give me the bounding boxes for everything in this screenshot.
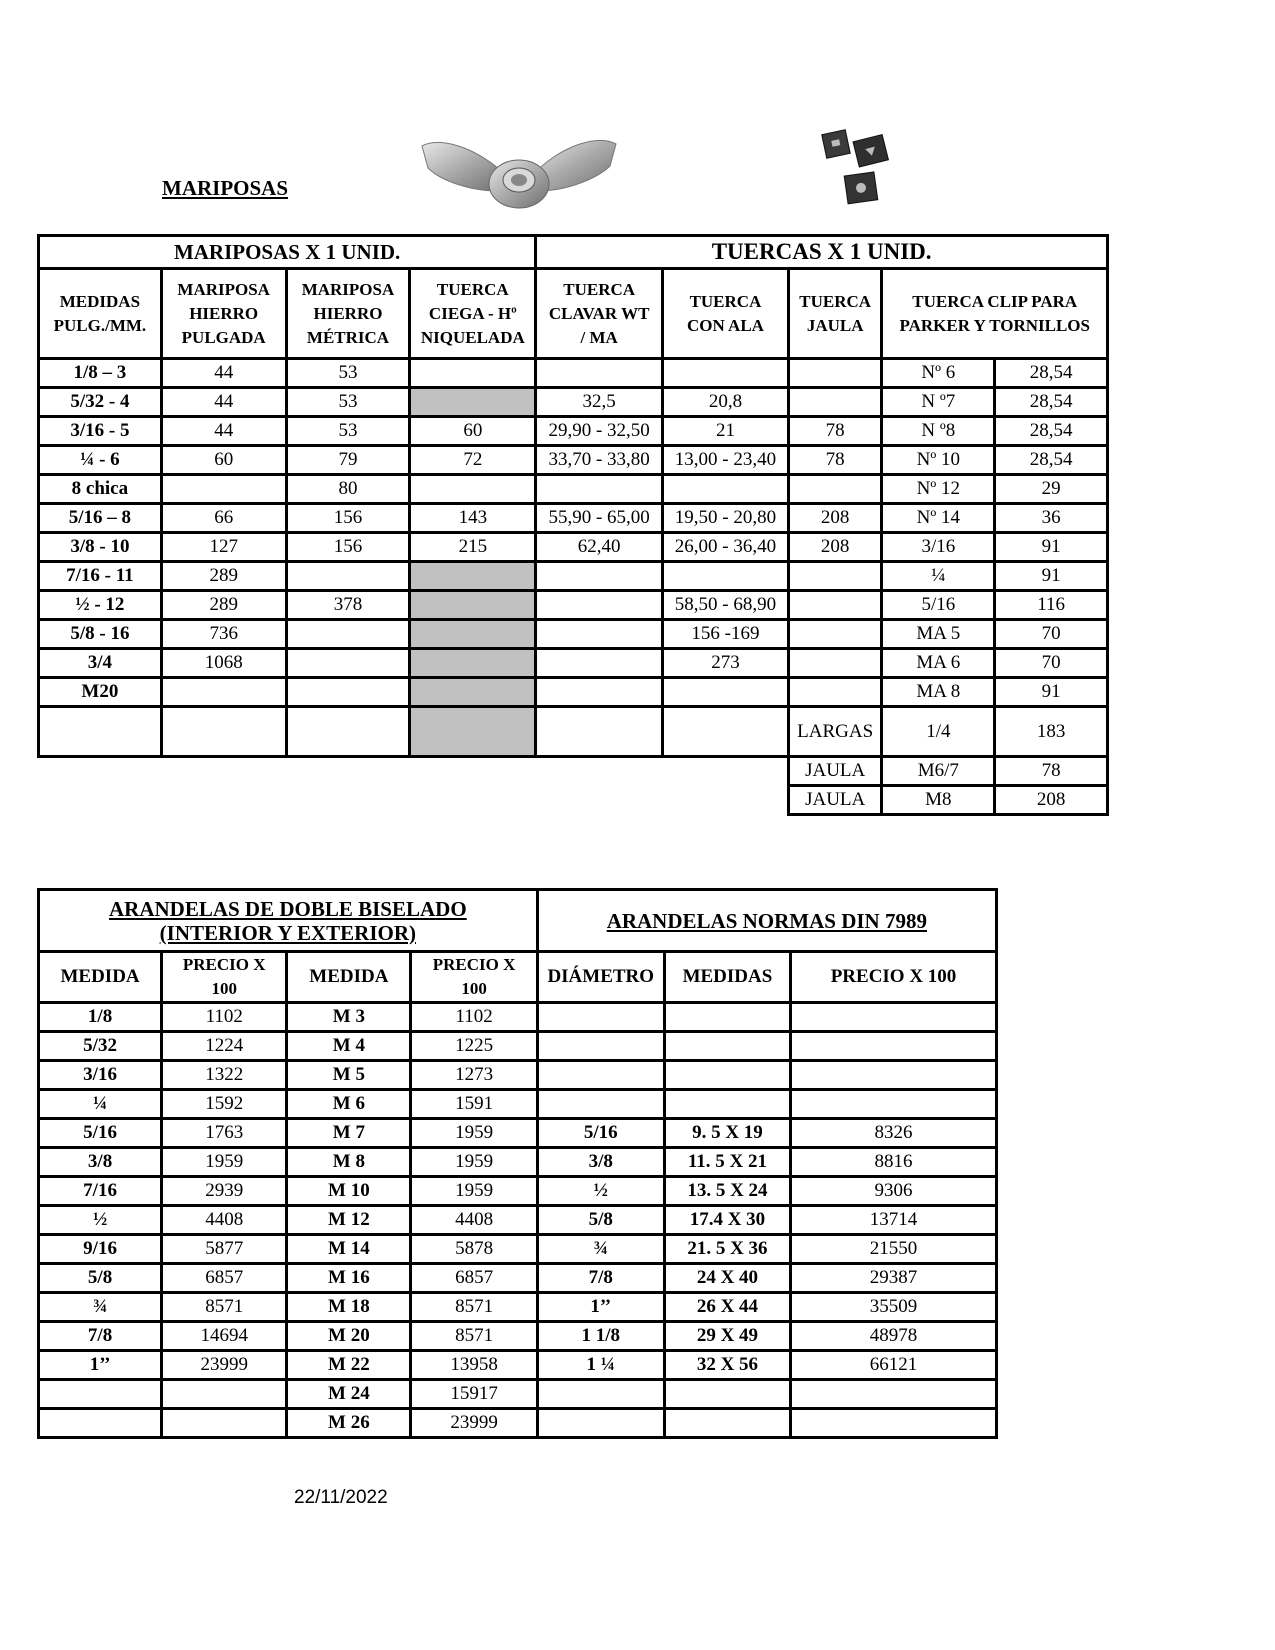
cell-tuerca-clavar: 55,90 - 65,00 [536, 504, 663, 533]
cell-blank [286, 786, 410, 815]
cell-medida-metrica: M 20 [287, 1322, 411, 1351]
table-row [39, 1351, 997, 1380]
wing-nut-image [414, 124, 624, 224]
cell-mariposa-metrica: 80 [286, 475, 410, 504]
cell-jaula-label: JAULA [788, 786, 882, 815]
header-medida-2: MEDIDA [287, 952, 411, 1003]
cell-diametro: 1’’ [537, 1293, 664, 1322]
cell-precio-metrica: 5878 [411, 1235, 537, 1264]
cell-mariposa-pulgada [161, 475, 286, 504]
cell-clip-precio: 91 [995, 678, 1108, 707]
cell-tuerca-ala: 21 [663, 417, 789, 446]
cell-precio-metrica: 1959 [411, 1177, 537, 1206]
cell-clip-precio: 28,54 [995, 417, 1108, 446]
arandelas-table [37, 888, 998, 1439]
cell-diametro [537, 1409, 664, 1438]
cell-medidas [664, 1409, 790, 1438]
cell-blank [39, 757, 162, 786]
cell-clip-precio: 78 [995, 757, 1108, 786]
cell-diametro [537, 1032, 664, 1061]
cell-precio-din [791, 1003, 997, 1032]
cell-tuerca-clavar: 32,5 [536, 388, 663, 417]
cell-mariposa-metrica: 156 [286, 504, 410, 533]
cell-tuerca-ala: 19,50 - 20,80 [663, 504, 789, 533]
cell-medida: ¼ - 6 [39, 446, 162, 475]
table-row [39, 1148, 997, 1177]
cell-tuerca-ala: 58,50 - 68,90 [663, 591, 789, 620]
cell-blank [161, 786, 286, 815]
table-row [39, 1003, 997, 1032]
cell-blank [410, 786, 536, 815]
cell-precio: 1592 [162, 1090, 287, 1119]
cell-precio-metrica: 1273 [411, 1061, 537, 1090]
cell-medida: 3/16 - 5 [39, 417, 162, 446]
table-row [39, 786, 1108, 815]
cell-medidas: 17.4 X 30 [664, 1206, 790, 1235]
cell-tuerca-jaula [788, 475, 882, 504]
cell-precio: 23999 [162, 1351, 287, 1380]
cell-tuerca-jaula [788, 678, 882, 707]
cell-clip-precio: 183 [995, 707, 1108, 757]
cell-precio-din: 48978 [791, 1322, 997, 1351]
cell-tuerca-jaula [788, 591, 882, 620]
cell-tuerca-ciega [410, 388, 536, 417]
table-row [39, 1409, 997, 1438]
cell-precio-metrica: 6857 [411, 1264, 537, 1293]
cell-precio-din: 9306 [791, 1177, 997, 1206]
cell-precio-metrica: 8571 [411, 1293, 537, 1322]
cell-clip-medida: N º8 [882, 417, 995, 446]
section-arandelas-biselado: ARANDELAS DE DOBLE BISELADO (INTERIOR Y EXTERIOR) [39, 890, 538, 952]
cell-tuerca-jaula: 78 [788, 417, 882, 446]
header-tuerca-ciega: TUERCA CIEGA - Hº NIQUELADA [410, 269, 536, 359]
cell-tuerca-ala: 20,8 [663, 388, 789, 417]
cell-medida: 3/8 - 10 [39, 533, 162, 562]
cell-clip-medida: Nº 10 [882, 446, 995, 475]
cell-diametro: 7/8 [537, 1264, 664, 1293]
cell-clip-precio: 70 [995, 620, 1108, 649]
table-row [39, 359, 1108, 388]
cell-clip-medida: Nº 14 [882, 504, 995, 533]
cell-tuerca-ciega [410, 678, 536, 707]
header-diametro: DIÁMETRO [537, 952, 664, 1003]
cell-blank [536, 786, 663, 815]
cell-clip-precio: 28,54 [995, 446, 1108, 475]
table-row [39, 1235, 997, 1264]
cell-mariposa-pulgada: 736 [161, 620, 286, 649]
table-row [39, 446, 1108, 475]
cell-mariposa-pulgada: 44 [161, 388, 286, 417]
cell-medida-metrica: M 18 [287, 1293, 411, 1322]
cell-tuerca-ala [663, 562, 789, 591]
cell-mariposa-metrica [286, 649, 410, 678]
cell-tuerca-ala [663, 359, 789, 388]
cell-medidas: 9. 5 X 19 [664, 1119, 790, 1148]
cell-tuerca-ala: 13,00 - 23,40 [663, 446, 789, 475]
section-mariposas: MARIPOSAS X 1 UNID. [39, 236, 536, 269]
cell-tuerca-jaula [788, 620, 882, 649]
cell-tuerca-ciega: 60 [410, 417, 536, 446]
cell-tuerca-clavar [536, 591, 663, 620]
header-precio-1: PRECIO X 100 [162, 952, 287, 1003]
cell-medida-metrica: M 14 [287, 1235, 411, 1264]
cell-tuerca-ciega: 72 [410, 446, 536, 475]
cell-precio-din [791, 1061, 997, 1090]
header-medida-1: MEDIDA [39, 952, 162, 1003]
cell-medida: 9/16 [39, 1235, 162, 1264]
cell-medidas: 26 X 44 [664, 1293, 790, 1322]
cell-diametro: 1 1/8 [537, 1322, 664, 1351]
table-row [39, 417, 1108, 446]
cell-precio: 5877 [162, 1235, 287, 1264]
section-tuercas: TUERCAS X 1 UNID. [536, 236, 1108, 269]
cell-medidas [664, 1090, 790, 1119]
cell-tuerca-ala: 156 -169 [663, 620, 789, 649]
table-row [39, 1264, 997, 1293]
cell-medida-metrica: M 10 [287, 1177, 411, 1206]
cell-clip-precio: 91 [995, 533, 1108, 562]
cell-medida-metrica: M 8 [287, 1148, 411, 1177]
header-precio-2: PRECIO X 100 [411, 952, 537, 1003]
table-row [39, 707, 1108, 757]
section-arandelas-din: ARANDELAS NORMAS DIN 7989 [537, 890, 996, 952]
cell-precio: 1322 [162, 1061, 287, 1090]
cell-mariposa-pulgada: 44 [161, 359, 286, 388]
cell-medida: ½ - 12 [39, 591, 162, 620]
cell-diametro [537, 1003, 664, 1032]
cell-medida: 5/8 [39, 1264, 162, 1293]
cell-precio-din [791, 1090, 997, 1119]
cell-clip-medida: ¼ [882, 562, 995, 591]
cell-tuerca-clavar [536, 620, 663, 649]
cell-clip-medida: M6/7 [882, 757, 995, 786]
cell-medida [39, 1409, 162, 1438]
cell-clip-precio: 28,54 [995, 388, 1108, 417]
cell-medida-metrica: M 26 [287, 1409, 411, 1438]
header-tuerca-clip: TUERCA CLIP PARA PARKER Y TORNILLOS [882, 269, 1108, 359]
cell-precio-din: 8326 [791, 1119, 997, 1148]
table-row [39, 678, 1108, 707]
cell-tuerca-ciega [410, 591, 536, 620]
cell-tuerca-ciega [410, 620, 536, 649]
cell-diametro: ¾ [537, 1235, 664, 1264]
clip-nuts-image [820, 126, 920, 210]
cell-medida: 5/16 – 8 [39, 504, 162, 533]
cell-precio-din [791, 1380, 997, 1409]
cell-medidas: 21. 5 X 36 [664, 1235, 790, 1264]
header-precio-3: PRECIO X 100 [791, 952, 997, 1003]
cell-medidas: 13. 5 X 24 [664, 1177, 790, 1206]
cell-precio-metrica: 4408 [411, 1206, 537, 1235]
cell-medida: 1’’ [39, 1351, 162, 1380]
cell-mariposa-pulgada: 66 [161, 504, 286, 533]
cell-diametro: 5/8 [537, 1206, 664, 1235]
cell-medida-metrica: M 6 [287, 1090, 411, 1119]
cell-diametro: 3/8 [537, 1148, 664, 1177]
cell-tuerca-ciega [410, 649, 536, 678]
cell-clip-precio: 28,54 [995, 359, 1108, 388]
table-row [39, 1206, 997, 1235]
cell-medida: 5/8 - 16 [39, 620, 162, 649]
cell-medida-metrica: M 24 [287, 1380, 411, 1409]
header-tuerca-ala: TUERCA CON ALA [663, 269, 789, 359]
cell-medidas: 11. 5 X 21 [664, 1148, 790, 1177]
table-row [39, 1322, 997, 1351]
cell-tuerca-jaula [788, 649, 882, 678]
table-row [39, 620, 1108, 649]
cell-tuerca-clavar: 62,40 [536, 533, 663, 562]
cell-blank [161, 757, 286, 786]
cell-mariposa-pulgada: 289 [161, 562, 286, 591]
cell-clip-medida: N º7 [882, 388, 995, 417]
cell-precio-din: 13714 [791, 1206, 997, 1235]
header-mariposa-metrica: MARIPOSA HIERRO MÉTRICA [286, 269, 410, 359]
table-row [39, 1061, 997, 1090]
header-medidas: MEDIDAS [664, 952, 790, 1003]
cell-clip-medida: MA 6 [882, 649, 995, 678]
cell-medida: M20 [39, 678, 162, 707]
cell-medida: 5/32 [39, 1032, 162, 1061]
cell-precio-metrica: 23999 [411, 1409, 537, 1438]
cell-precio: 1224 [162, 1032, 287, 1061]
header-mariposa-pulgada: MARIPOSA HIERRO PULGADA [161, 269, 286, 359]
cell-mariposa-metrica: 53 [286, 417, 410, 446]
cell-empty [536, 707, 663, 757]
cell-medidas: 24 X 40 [664, 1264, 790, 1293]
cell-medida: 3/4 [39, 649, 162, 678]
cell-empty [39, 707, 162, 757]
cell-precio-din: 8816 [791, 1148, 997, 1177]
cell-diametro: ½ [537, 1177, 664, 1206]
cell-medida: 3/8 [39, 1148, 162, 1177]
cell-medida: 7/8 [39, 1322, 162, 1351]
cell-tuerca-jaula [788, 359, 882, 388]
cell-mariposa-pulgada [161, 678, 286, 707]
cell-medida-metrica: M 16 [287, 1264, 411, 1293]
page-title: MARIPOSAS [162, 176, 289, 200]
cell-diametro [537, 1061, 664, 1090]
cell-medida-metrica: M 5 [287, 1061, 411, 1090]
cell-blank [536, 757, 663, 786]
cell-medida: 3/16 [39, 1061, 162, 1090]
cell-precio: 1763 [162, 1119, 287, 1148]
cell-empty [410, 707, 536, 757]
cell-precio-din [791, 1032, 997, 1061]
cell-largas-label: LARGAS [788, 707, 882, 757]
cell-medida-metrica: M 4 [287, 1032, 411, 1061]
cell-tuerca-clavar [536, 562, 663, 591]
cell-tuerca-clavar [536, 475, 663, 504]
table-row [39, 649, 1108, 678]
table-row [39, 757, 1108, 786]
table-row [39, 1090, 997, 1119]
cell-tuerca-jaula: 78 [788, 446, 882, 475]
cell-medida: 1/8 [39, 1003, 162, 1032]
mariposas-tuercas-table [37, 234, 1109, 816]
cell-mariposa-metrica [286, 562, 410, 591]
cell-medida: 5/32 - 4 [39, 388, 162, 417]
cell-medida: 7/16 [39, 1177, 162, 1206]
cell-tuerca-jaula [788, 562, 882, 591]
cell-mariposa-metrica: 156 [286, 533, 410, 562]
cell-medida-metrica: M 22 [287, 1351, 411, 1380]
cell-tuerca-jaula: 208 [788, 533, 882, 562]
cell-precio-metrica: 1591 [411, 1090, 537, 1119]
cell-clip-precio: 91 [995, 562, 1108, 591]
cell-blank [286, 757, 410, 786]
cell-medida-metrica: M 12 [287, 1206, 411, 1235]
cell-jaula-label: JAULA [788, 757, 882, 786]
table-row [39, 388, 1108, 417]
cell-tuerca-jaula: 208 [788, 504, 882, 533]
cell-medidas: 32 X 56 [664, 1351, 790, 1380]
table-row [39, 1293, 997, 1322]
cell-precio-metrica: 1959 [411, 1119, 537, 1148]
cell-precio-metrica: 13958 [411, 1351, 537, 1380]
cell-tuerca-ciega: 215 [410, 533, 536, 562]
table-row [39, 1119, 997, 1148]
cell-medidas: 29 X 49 [664, 1322, 790, 1351]
cell-medidas [664, 1032, 790, 1061]
cell-medida: ¼ [39, 1090, 162, 1119]
cell-tuerca-ciega [410, 562, 536, 591]
cell-mariposa-metrica [286, 620, 410, 649]
cell-medidas [664, 1003, 790, 1032]
cell-mariposa-metrica: 79 [286, 446, 410, 475]
cell-precio: 14694 [162, 1322, 287, 1351]
cell-mariposa-pulgada: 127 [161, 533, 286, 562]
cell-precio-din: 29387 [791, 1264, 997, 1293]
table-row [39, 1380, 997, 1409]
cell-clip-precio: 116 [995, 591, 1108, 620]
cell-tuerca-ala [663, 678, 789, 707]
cell-medida: 8 chica [39, 475, 162, 504]
cell-tuerca-ciega [410, 475, 536, 504]
cell-tuerca-clavar: 29,90 - 32,50 [536, 417, 663, 446]
header-medidas: MEDIDAS PULG./MM. [39, 269, 162, 359]
cell-medida [39, 1380, 162, 1409]
cell-precio-metrica: 1225 [411, 1032, 537, 1061]
cell-blank [663, 757, 789, 786]
header-tuerca-jaula: TUERCA JAULA [788, 269, 882, 359]
cell-mariposa-metrica: 378 [286, 591, 410, 620]
cell-medida: 1/8 – 3 [39, 359, 162, 388]
cell-clip-medida: MA 8 [882, 678, 995, 707]
cell-precio: 8571 [162, 1293, 287, 1322]
cell-precio-din [791, 1409, 997, 1438]
cell-medidas [664, 1380, 790, 1409]
cell-clip-medida: MA 5 [882, 620, 995, 649]
table-row [39, 475, 1108, 504]
cell-tuerca-clavar: 33,70 - 33,80 [536, 446, 663, 475]
table-row [39, 504, 1108, 533]
cell-empty [161, 707, 286, 757]
cell-blank [663, 786, 789, 815]
cell-mariposa-pulgada: 1068 [161, 649, 286, 678]
cell-precio: 6857 [162, 1264, 287, 1293]
table-row [39, 562, 1108, 591]
cell-mariposa-metrica [286, 678, 410, 707]
cell-tuerca-ciega: 143 [410, 504, 536, 533]
cell-medida: 7/16 - 11 [39, 562, 162, 591]
cell-precio [162, 1380, 287, 1409]
cell-tuerca-ala: 273 [663, 649, 789, 678]
cell-medida-metrica: M 3 [287, 1003, 411, 1032]
cell-mariposa-pulgada: 289 [161, 591, 286, 620]
cell-mariposa-pulgada: 44 [161, 417, 286, 446]
cell-precio-metrica: 1102 [411, 1003, 537, 1032]
cell-precio: 1959 [162, 1148, 287, 1177]
header-tuerca-clavar: TUERCA CLAVAR WT / MA [536, 269, 663, 359]
cell-empty [286, 707, 410, 757]
cell-precio-din: 21550 [791, 1235, 997, 1264]
cell-precio [162, 1409, 287, 1438]
cell-blank [39, 786, 162, 815]
cell-diametro [537, 1090, 664, 1119]
cell-tuerca-clavar [536, 649, 663, 678]
table-row [39, 591, 1108, 620]
cell-mariposa-pulgada: 60 [161, 446, 286, 475]
cell-clip-precio: 29 [995, 475, 1108, 504]
cell-clip-medida: Nº 6 [882, 359, 995, 388]
cell-mariposa-metrica: 53 [286, 359, 410, 388]
cell-diametro: 1 ¼ [537, 1351, 664, 1380]
cell-empty [663, 707, 789, 757]
cell-precio-metrica: 1959 [411, 1148, 537, 1177]
cell-precio-din: 35509 [791, 1293, 997, 1322]
cell-medida-metrica: M 7 [287, 1119, 411, 1148]
cell-precio: 4408 [162, 1206, 287, 1235]
cell-tuerca-ciega [410, 359, 536, 388]
cell-precio-din: 66121 [791, 1351, 997, 1380]
cell-tuerca-ala: 26,00 - 36,40 [663, 533, 789, 562]
date-label: 22/11/2022 [294, 1487, 388, 1508]
cell-diametro [537, 1380, 664, 1409]
table-row [39, 1032, 997, 1061]
cell-precio-metrica: 8571 [411, 1322, 537, 1351]
cell-blank [410, 757, 536, 786]
table-row [39, 1177, 997, 1206]
cell-mariposa-metrica: 53 [286, 388, 410, 417]
cell-clip-medida: 1/4 [882, 707, 995, 757]
cell-clip-precio: 70 [995, 649, 1108, 678]
cell-medida: ¾ [39, 1293, 162, 1322]
cell-diametro: 5/16 [537, 1119, 664, 1148]
cell-tuerca-clavar [536, 678, 663, 707]
cell-precio: 2939 [162, 1177, 287, 1206]
cell-clip-medida: M8 [882, 786, 995, 815]
table-row [39, 533, 1108, 562]
cell-medida: 5/16 [39, 1119, 162, 1148]
cell-clip-precio: 208 [995, 786, 1108, 815]
cell-clip-medida: Nº 12 [882, 475, 995, 504]
cell-medidas [664, 1061, 790, 1090]
cell-tuerca-ala [663, 475, 789, 504]
cell-clip-medida: 3/16 [882, 533, 995, 562]
cell-tuerca-clavar [536, 359, 663, 388]
cell-medida: ½ [39, 1206, 162, 1235]
cell-precio: 1102 [162, 1003, 287, 1032]
cell-clip-medida: 5/16 [882, 591, 995, 620]
cell-tuerca-jaula [788, 388, 882, 417]
cell-clip-precio: 36 [995, 504, 1108, 533]
cell-precio-metrica: 15917 [411, 1380, 537, 1409]
